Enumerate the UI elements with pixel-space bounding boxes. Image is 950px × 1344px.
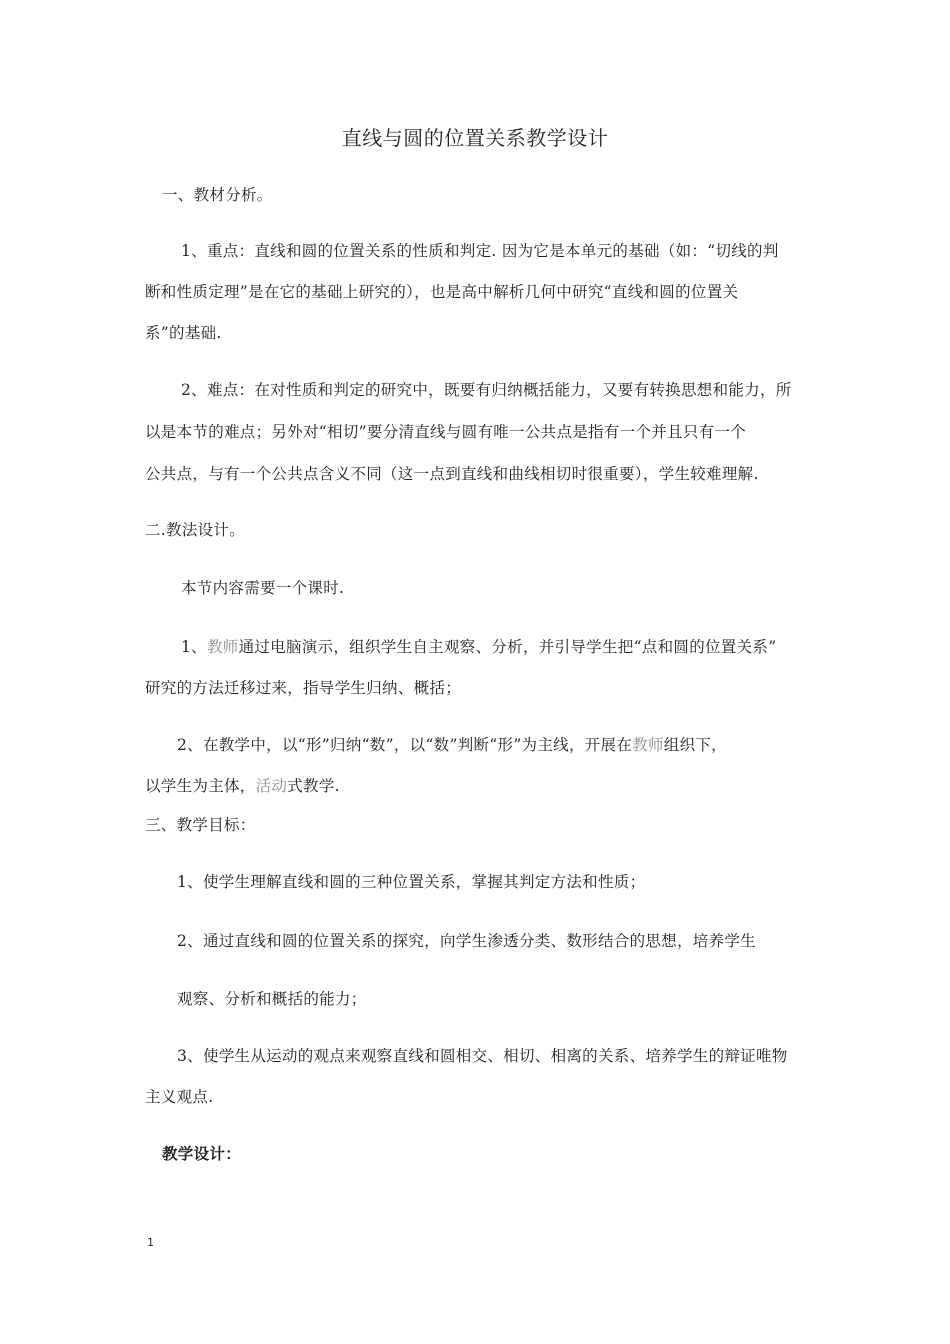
lesson-duration-text: 本节内容需要一个课时. [181,579,345,597]
method-item-2-line-2 [145,775,340,797]
goal-3-line-2: 主义观点. [145,1088,214,1106]
section-heading-textbook-analysis: 一、教材分析。 [162,186,273,204]
method-item-1-line-2: 研究的方法迁移过来，指导学生归纳、概括； [145,679,462,697]
difficulty-line-3: 公共点，与有一个公共点含义不同（这一点到直线和曲线相切时很重要），学生较难理解. [145,465,759,483]
method-item-2-line-2-post: 式教学. [287,777,340,795]
method-item-1-line-1 [181,636,776,658]
method-item-2-line-1 [177,734,727,756]
difficulty-line-1: 2、难点：在对性质和判定的研究中，既要有归纳概括能力，又要有转换思想和能力，所 [181,381,792,399]
section-heading-teaching-design: 教学设计： [162,1144,242,1163]
section-heading-teaching-method: 二.教法设计。 [145,521,246,539]
goal-1: 1、使学生理解直线和圆的三种位置关系，掌握其判定方法和性质； [177,873,646,891]
goal-2-line-1: 2、通过直线和圆的位置关系的探究，向学生渗透分类、数形结合的思想，培养学生 [177,932,756,950]
document-title: 直线与圆的位置关系教学设计 [341,126,609,150]
key-point-line-3: 系”的基础. [145,324,222,342]
section-heading-teaching-goals: 三、教学目标： [145,816,256,834]
teacher-link-text-2: 教师 [632,736,664,754]
key-point-line-1: 1、重点：直线和圆的位置关系的性质和判定. 因为它是本单元的基础（如：“切线的判 [181,242,779,260]
page-number: 1 [147,1236,154,1249]
method-item-2-part-1: 2、在教学中，以“形”归纳“数”，以“数”判断“形”为主线，开展在 [177,736,633,754]
key-point-line-2: 断和性质定理”是在它的基础上研究的），也是高中解析几何中研究“直线和圆的位置关 [145,283,739,301]
method-item-1-prefix: 1、 [181,638,207,656]
goal-2-line-2: 观察、分析和概括的能力； [177,990,367,1008]
teacher-link-text: 教师 [206,638,239,656]
method-item-2-part-2: 组织下， [663,736,727,754]
activity-link-text: 活动 [255,777,288,795]
method-item-2-line-2-pre: 以学生为主体， [145,777,256,795]
method-item-1-rest: 通过电脑演示，组织学生自主观察、分析，并引导学生把“点和圆的位置关系” [238,638,777,656]
goal-3-line-1: 3、使学生从运动的观点来观察直线和圆相交、相切、相离的关系、培养学生的辩证唯物 [177,1047,788,1065]
difficulty-line-2: 以是本节的难点；另外对“相切”要分清直线与圆有唯一公共点是指有一个并且只有一个 [145,423,747,441]
